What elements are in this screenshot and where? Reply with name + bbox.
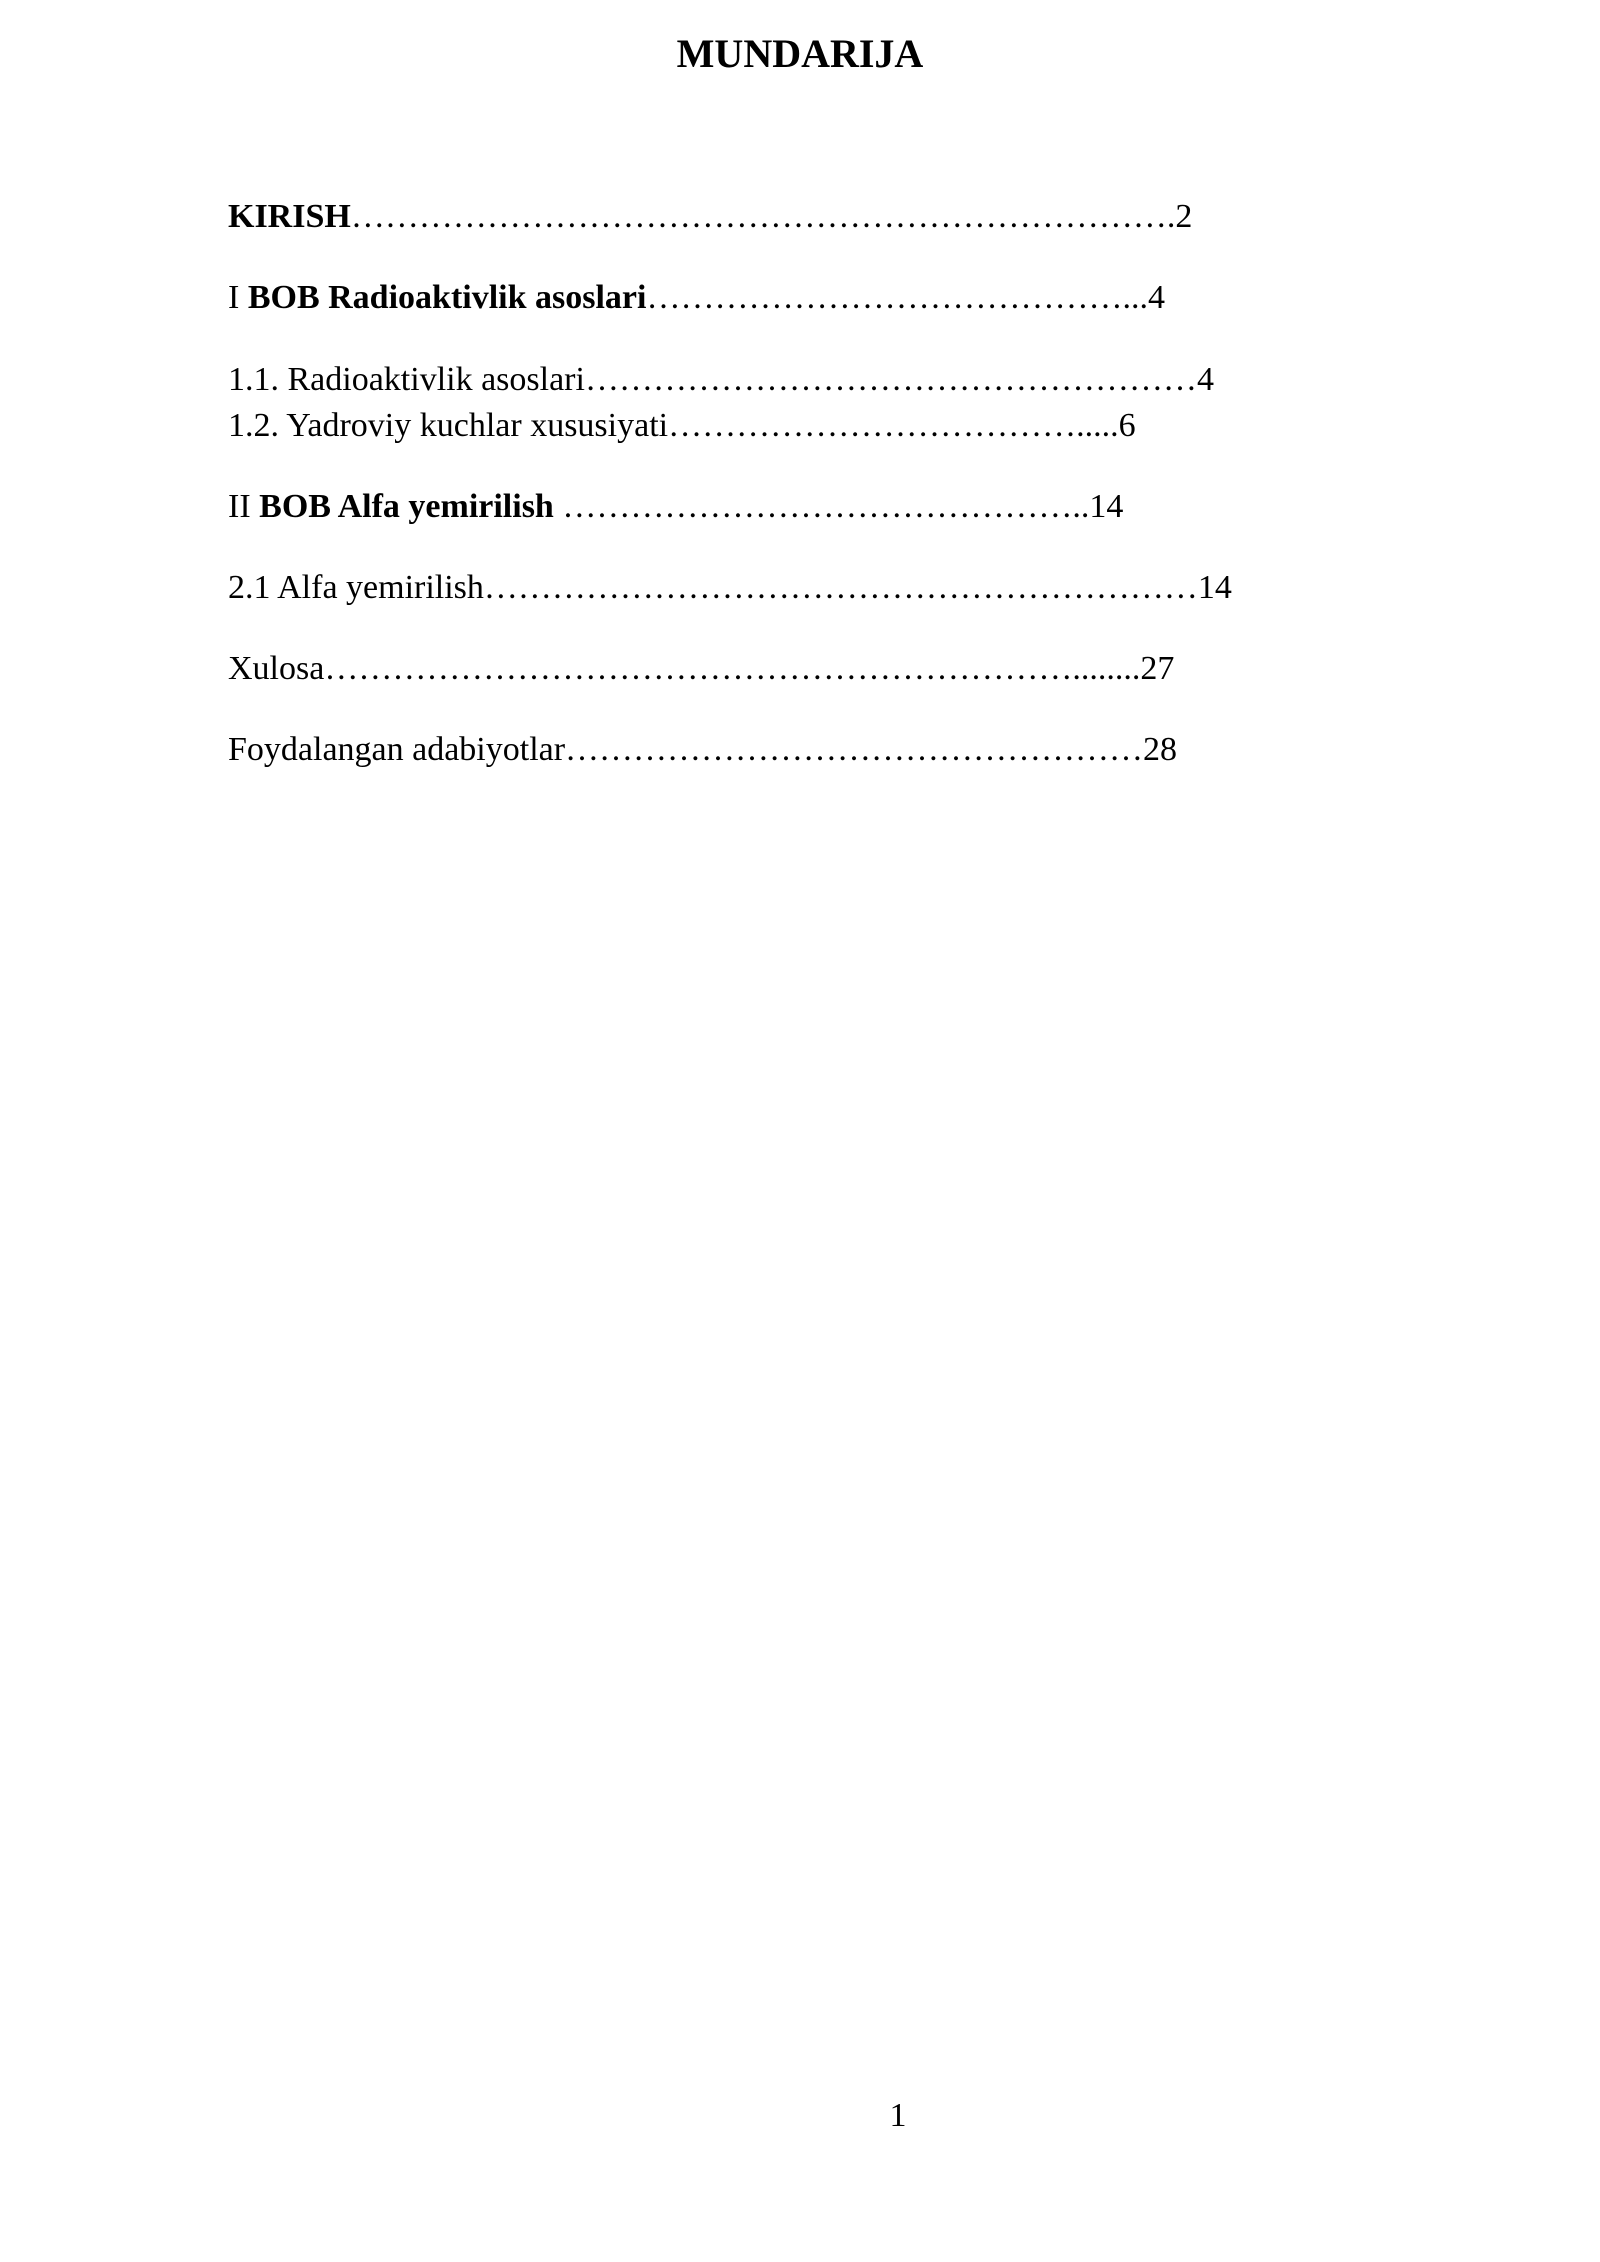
page-title: MUNDARIJA — [676, 31, 924, 76]
toc-entry-numeral: I — [228, 279, 248, 316]
toc-entry-label: 1.1. Radioaktivlik asoslari………………………………………………4 — [228, 361, 1214, 398]
toc-entry-label: BOB Alfa yemirilish — [259, 488, 563, 525]
toc-entry-1-1 — [228, 358, 1214, 402]
toc-entry-leader: ……………………………………………………………….2 — [350, 198, 1193, 235]
toc-entry-leader: ………………………………………..14 — [562, 488, 1124, 525]
toc-entry-leader: ……………………………………...4 — [646, 279, 1165, 316]
toc-entry-label: Xulosa…………………………………………………………........27 — [228, 650, 1175, 687]
toc-entry-1-2 — [228, 404, 1136, 448]
toc-entry-2-1 — [228, 566, 1232, 610]
toc-entry-numeral: II — [228, 488, 260, 525]
toc-entry-label: BOB Radioaktivlik asoslari — [247, 279, 647, 316]
page-number: 1 — [889, 2097, 907, 2134]
toc-entry-label: Foydalangan adabiyotlar……………………………………………28 — [228, 731, 1178, 768]
toc-entry-chapter-1 — [228, 276, 1165, 320]
toc-entry-label: KIRISH — [228, 198, 351, 235]
toc-entry-kirish — [228, 195, 1192, 239]
toc-entry-label: 2.1 Alfa yemirilish………………………………………………………14 — [228, 569, 1232, 606]
toc-entry-xulosa — [228, 647, 1174, 691]
toc-entry-label: 1.2. Yadroviy kuchlar xususiyati……………………………….....6 — [228, 407, 1136, 444]
toc-entry-chapter-2 — [228, 485, 1123, 529]
toc-entry-adabiyotlar — [228, 728, 1177, 772]
